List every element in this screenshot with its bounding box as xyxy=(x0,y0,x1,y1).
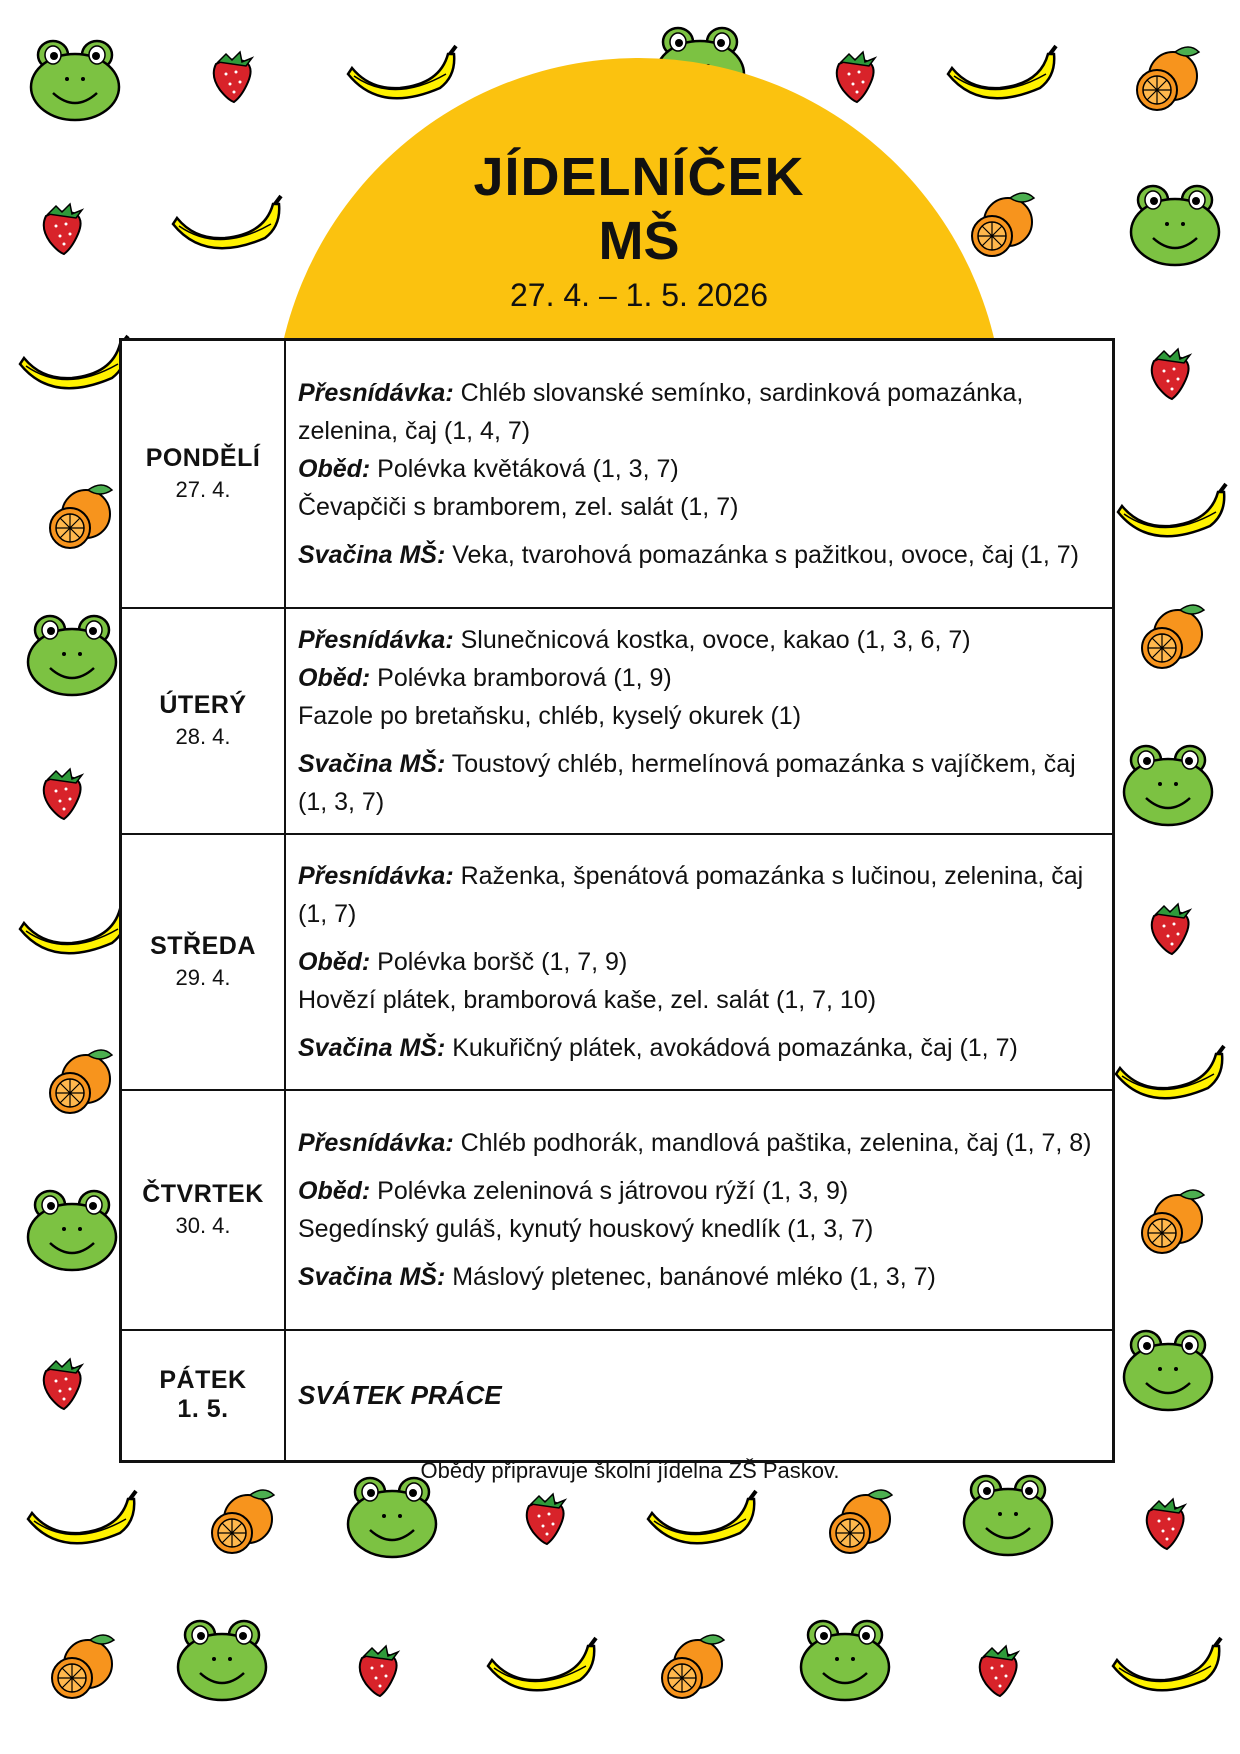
day-name: PONDĚLÍ xyxy=(145,444,261,473)
lunch-main: Hovězí plátek, bramborová kaše, zel. salát (1, 7, 10) xyxy=(298,985,877,1014)
meals-cell xyxy=(285,834,1114,1090)
lunch-label: Oběd: xyxy=(298,454,371,483)
afternoon-label: Svačina MŠ: xyxy=(298,1033,446,1062)
day-cell xyxy=(121,608,286,834)
snack-text: Raženka, špenátová pomazánka s lučinou, zelenina, čaj (1, 7) xyxy=(298,861,1084,928)
lunch-soup: Polévka květáková (1, 3, 7) xyxy=(370,454,679,483)
day-date: 28. 4. xyxy=(175,724,231,749)
day-cell xyxy=(121,1090,286,1330)
day-cell xyxy=(121,340,286,608)
day-date: 29. 4. xyxy=(175,965,231,990)
afternoon-label: Svačina MŠ: xyxy=(298,1262,446,1291)
snack-label: Přesnídávka: xyxy=(298,378,454,407)
afternoon-text: Máslový pletenec, banánové mléko (1, 3, 7) xyxy=(445,1262,936,1291)
snack-label: Přesnídávka: xyxy=(298,1128,454,1157)
afternoon-text: Veka, tvarohová pomazánka s pažitkou, ovoce, čaj (1, 7) xyxy=(445,540,1079,569)
lunch-main: Čevapčiči s bramborem, zel. salát (1, 7) xyxy=(298,492,739,521)
footer xyxy=(0,1458,1240,1484)
afternoon-text: Toustový chléb, hermelínová pomazánka s vajíčkem, čaj (1, 3, 7) xyxy=(298,749,1076,816)
lunch-main: Segedínský guláš, kynutý houskový knedlík (1, 3, 7) xyxy=(298,1214,874,1243)
day-cell xyxy=(121,834,286,1090)
lunch-label: Oběd: xyxy=(298,663,371,692)
page-subtitle: MŠ xyxy=(598,211,680,271)
lunch-soup: Polévka boršč (1, 7, 9) xyxy=(370,947,628,976)
day-name: ÚTERÝ xyxy=(159,691,247,719)
day-date: 27. 4. xyxy=(175,477,231,503)
table-row xyxy=(121,1330,1114,1462)
meals-cell xyxy=(285,340,1114,608)
day-name: STŘEDA xyxy=(150,932,256,960)
table-row xyxy=(121,834,1114,1090)
day-name: ČTVRTEK xyxy=(142,1180,264,1208)
lunch-main: Fazole po bretaňsku, chléb, kyselý okurek (1) xyxy=(298,701,802,730)
day-date: 30. 4. xyxy=(175,1213,231,1238)
meals-cell xyxy=(285,1090,1114,1330)
afternoon-label: Svačina MŠ: xyxy=(298,540,446,569)
snack-label: Přesnídávka: xyxy=(298,625,454,654)
table-row xyxy=(121,608,1114,834)
day-date: 1. 5. xyxy=(177,1395,229,1424)
snack-text: Slunečnicová kostka, ovoce, kakao (1, 3, 6, 7) xyxy=(453,625,971,654)
snack-text: Chléb podhorák, mandlová paštika, zelenina, čaj (1, 7, 8) xyxy=(453,1128,1092,1157)
lunch-label: Oběd: xyxy=(298,947,371,976)
holiday-note: SVÁTEK PRÁCE xyxy=(298,1380,502,1411)
day-cell xyxy=(121,1330,286,1462)
footer-note: Obědy připravuje školní jídelna ZŠ Paskov. xyxy=(420,1458,840,1483)
menu-table xyxy=(119,338,1115,1463)
meals-cell xyxy=(285,1330,1114,1462)
table-row xyxy=(121,340,1114,608)
lunch-soup: Polévka zeleninová s játrovou rýží (1, 3, 9) xyxy=(370,1176,849,1205)
snack-text: Chléb slovanské semínko, sardinková pomazánka, zelenina, čaj (1, 4, 7) xyxy=(298,378,1024,445)
afternoon-label: Svačina MŠ: xyxy=(298,749,446,778)
afternoon-text: Kukuřičný plátek, avokádová pomazánka, čaj (1, 7) xyxy=(445,1033,1018,1062)
page-title: JÍDELNÍČEK xyxy=(473,147,805,207)
week-dates: 27. 4. – 1. 5. 2026 xyxy=(510,277,768,313)
meals-cell xyxy=(285,608,1114,834)
day-name: PÁTEK xyxy=(159,1366,247,1395)
lunch-label: Oběd: xyxy=(298,1176,371,1205)
lunch-soup: Polévka bramborová (1, 9) xyxy=(370,663,672,692)
table-row xyxy=(121,1090,1114,1330)
header xyxy=(274,145,1004,314)
snack-label: Přesnídávka: xyxy=(298,861,454,890)
